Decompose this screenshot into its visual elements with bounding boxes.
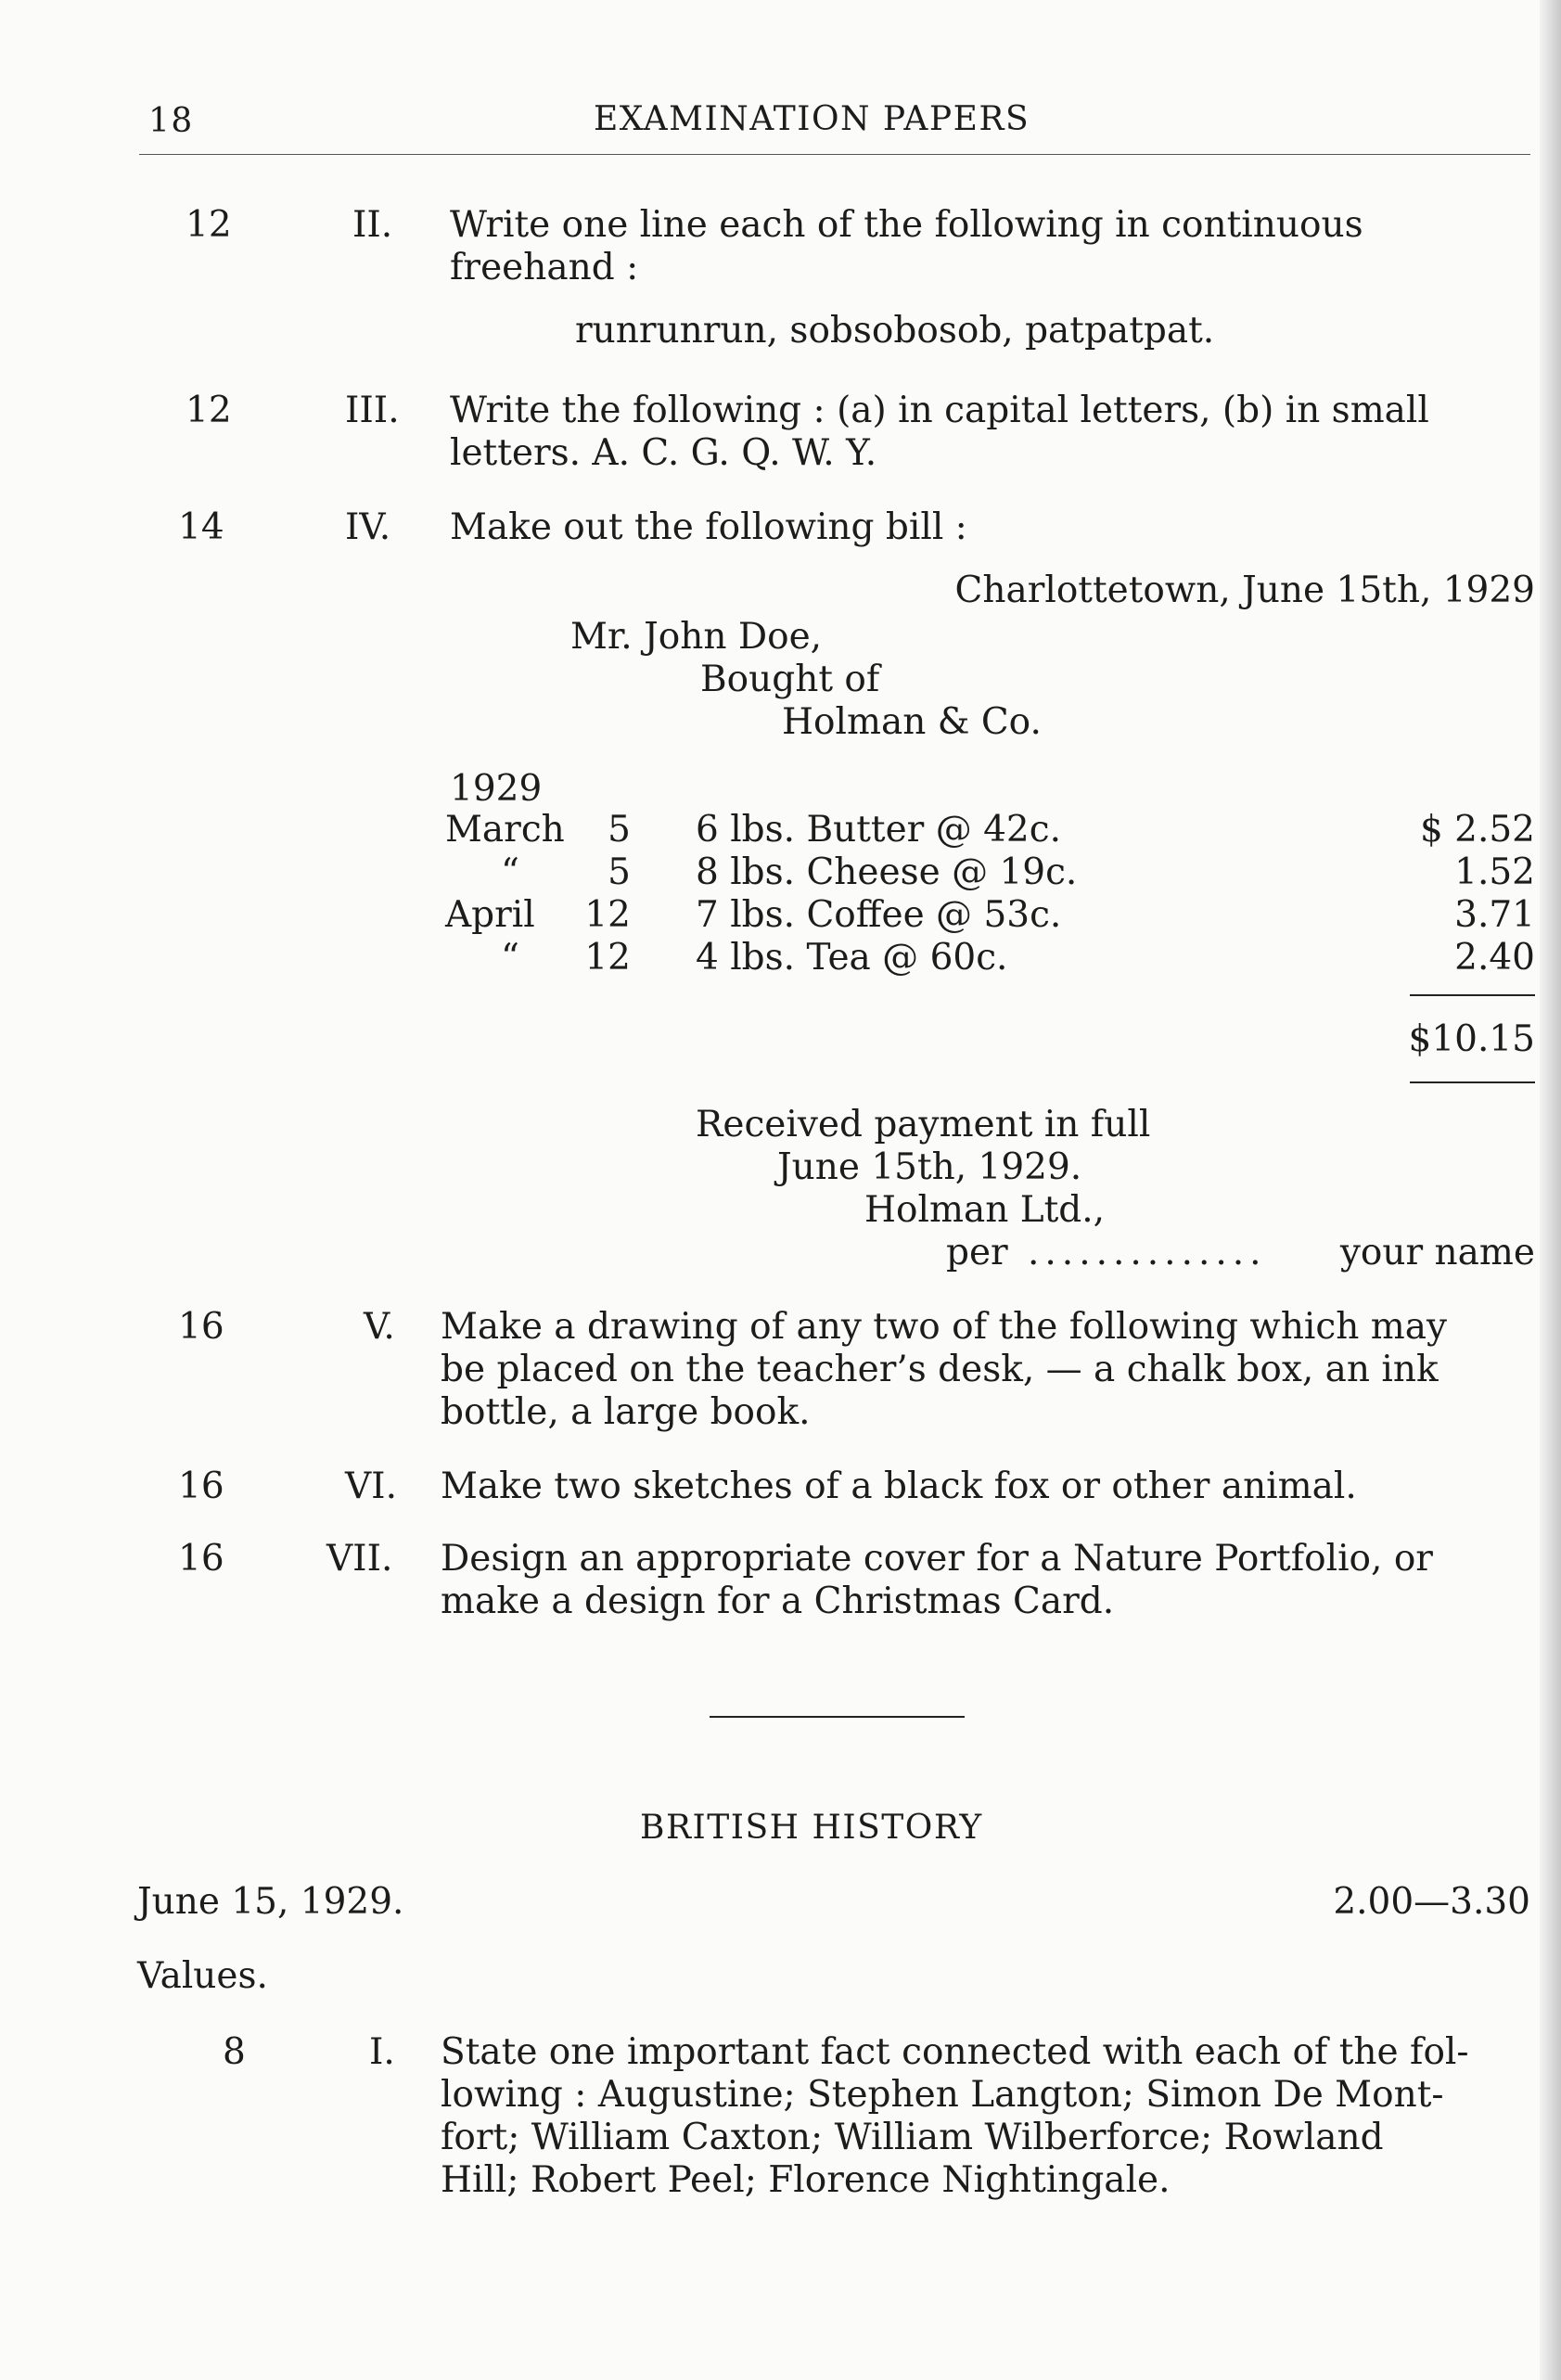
question-line: freehand : — [450, 247, 639, 288]
receipt-line: Holman Ltd., — [864, 1189, 1106, 1231]
question-line: Design an appropriate cover for a Nature Portfolio, or — [441, 1538, 1433, 1580]
receipt-line: Received payment in full — [696, 1104, 1151, 1145]
question-line: letters. A. C. G. Q. W. Y. — [450, 432, 877, 474]
bill-item-day: 5 — [608, 809, 631, 851]
bill-item-month: March — [445, 809, 565, 851]
bill-item-month: “ — [501, 937, 519, 979]
bill-item-desc: 8 lbs. Cheese @ 19c. — [696, 851, 1078, 893]
bill-item-day: 12 — [584, 937, 631, 979]
question-line: lowing : Augustine; Stephen Langton; Simon De Mont- — [441, 2074, 1444, 2116]
bill-vendor: Holman & Co. — [782, 701, 1042, 743]
question-numeral: III. — [345, 390, 400, 431]
question-value: 16 — [178, 1306, 224, 1348]
section-title: BRITISH HISTORY — [640, 1809, 983, 1847]
bill-place-date: Charlottetown, June 15th, 1929 — [954, 569, 1535, 611]
bill-year: 1929 — [450, 768, 543, 810]
bill-total-rule-top — [1410, 994, 1535, 996]
question-example: runrunrun, sobsobosob, patpatpat. — [575, 310, 1215, 352]
section-divider — [710, 1716, 965, 1718]
bill-item-month: April — [445, 894, 535, 936]
question-line: Make out the following bill : — [450, 506, 967, 548]
bill-item-amount: $ 2.52 — [1419, 809, 1535, 851]
signature-name: your name — [1339, 1232, 1535, 1273]
question-line: Hill; Robert Peel; Florence Nightingale. — [441, 2159, 1171, 2201]
question-numeral: VI. — [345, 1465, 397, 1507]
question-value: 16 — [178, 1538, 224, 1580]
bill-customer: Mr. John Doe, — [570, 616, 823, 658]
page-number: 18 — [148, 102, 194, 140]
bill-item-day: 12 — [584, 894, 631, 936]
page-header-title: EXAMINATION PAPERS — [594, 100, 1030, 138]
bill-item-desc: 6 lbs. Butter @ 42c. — [696, 809, 1061, 851]
bill-item-desc: 4 lbs. Tea @ 60c. — [696, 937, 1008, 979]
question-numeral: I. — [369, 2031, 395, 2073]
values-label: Values. — [137, 1955, 268, 1997]
header-rule — [139, 154, 1530, 155]
bill-total-rule-bottom — [1410, 1081, 1535, 1083]
question-value: 16 — [178, 1465, 224, 1507]
bill-item-amount: 1.52 — [1454, 851, 1535, 893]
question-value: 12 — [186, 204, 232, 246]
question-line: Make a drawing of any two of the following which may — [441, 1306, 1448, 1348]
question-line: make a design for a Christmas Card. — [441, 1580, 1115, 1622]
question-value: 14 — [178, 506, 224, 548]
question-numeral: IV. — [345, 506, 391, 548]
receipt-line: June 15th, 1929. — [777, 1146, 1082, 1188]
question-numeral: V. — [364, 1306, 395, 1348]
question-line: be placed on the teacher’s desk, — a chalk box, an ink — [441, 1349, 1439, 1390]
exam-date: June 15, 1929. — [137, 1881, 404, 1923]
question-line: bottle, a large book. — [441, 1391, 811, 1433]
bill-item-amount: 2.40 — [1454, 937, 1535, 979]
question-numeral: VII. — [326, 1538, 393, 1580]
receipt-per: per — [946, 1232, 1008, 1273]
bill-item-day: 5 — [608, 851, 631, 893]
question-line: Make two sketches of a black fox or other animal. — [441, 1465, 1357, 1507]
question-line: Write the following : (a) in capital letters, (b) in small — [450, 390, 1429, 431]
question-line: State one important fact connected with each of the fol- — [441, 2031, 1469, 2073]
exam-time: 2.00—3.30 — [1333, 1881, 1530, 1923]
signature-dots: .............. — [1028, 1232, 1267, 1273]
question-line: Write one line each of the following in continuous — [450, 204, 1363, 246]
page-edge-shadow — [1540, 0, 1561, 2380]
bill-bought-of: Bought of — [700, 659, 880, 700]
bill-item-desc: 7 lbs. Coffee @ 53c. — [696, 894, 1062, 936]
bill-total: $10.15 — [1408, 1018, 1535, 1060]
question-value: 8 — [223, 2031, 246, 2073]
question-numeral: II. — [352, 204, 393, 246]
question-value: 12 — [186, 390, 232, 431]
bill-item-amount: 3.71 — [1454, 894, 1535, 936]
question-line: fort; William Caxton; William Wilberforce; Rowland — [441, 2117, 1384, 2158]
bill-item-month: “ — [501, 851, 519, 893]
